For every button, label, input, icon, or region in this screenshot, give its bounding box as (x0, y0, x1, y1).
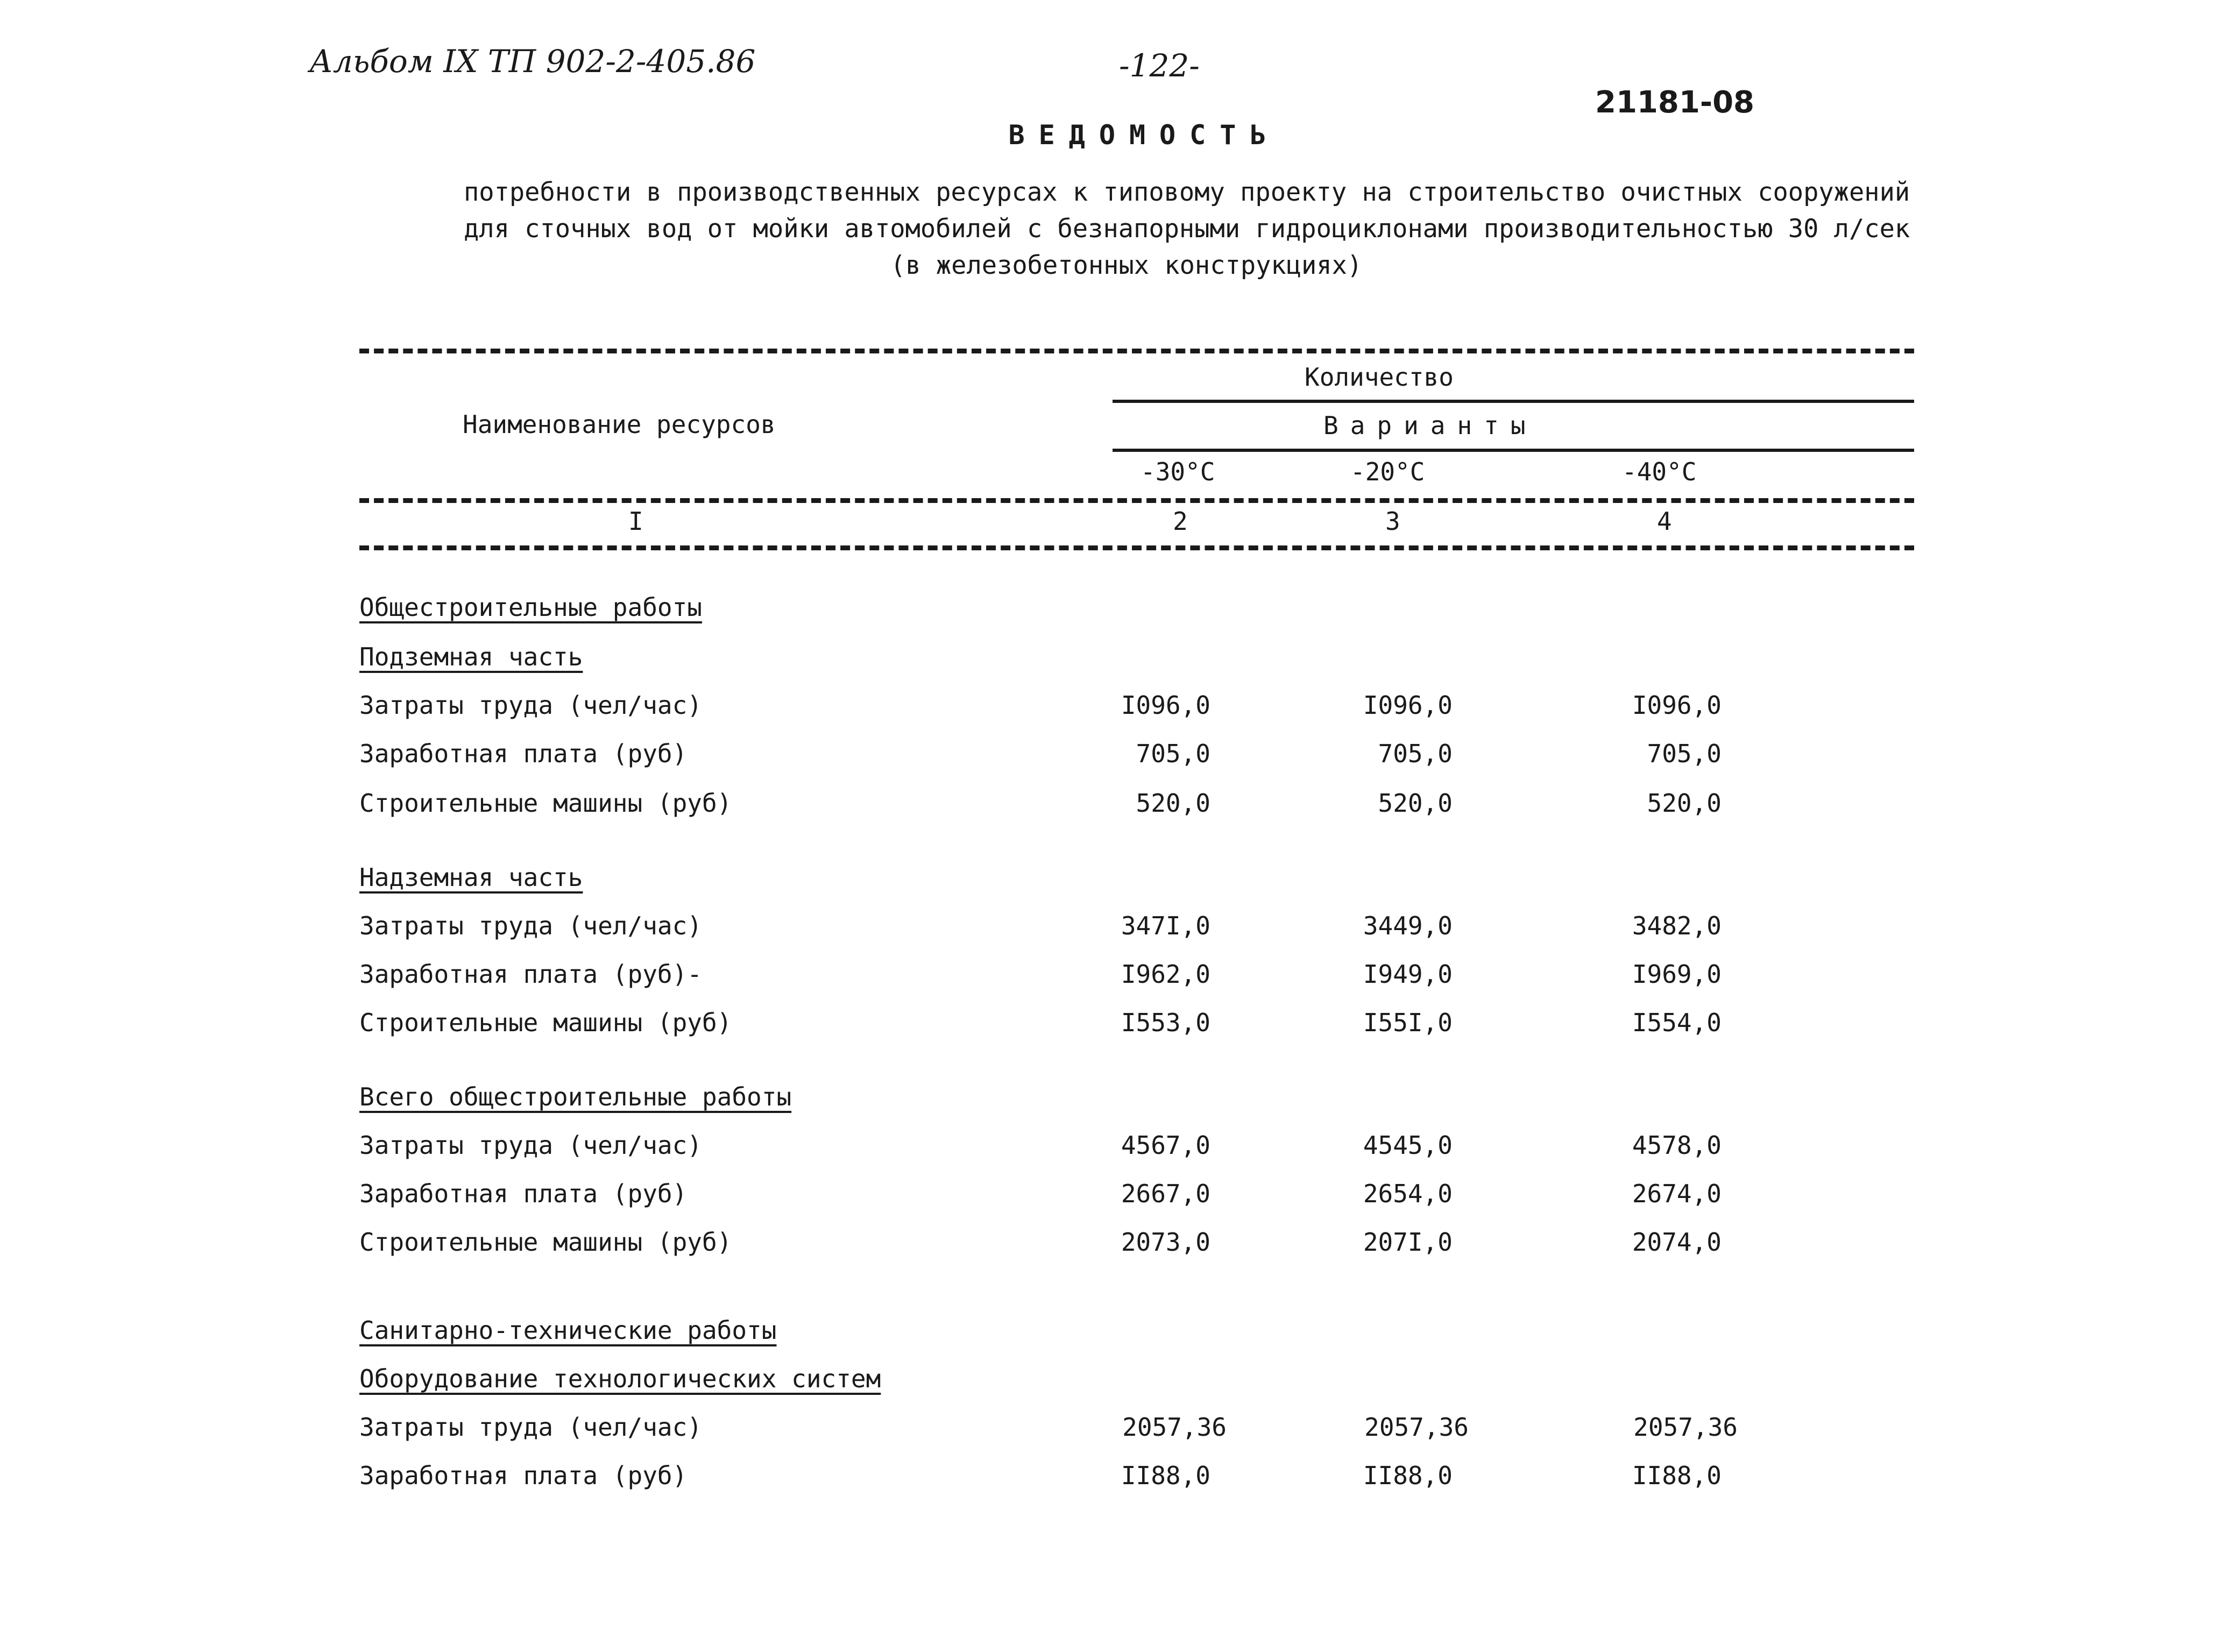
quantity-header: Количество (1305, 363, 1454, 392)
row-value: 207I,0 (1363, 1228, 1453, 1257)
table-top-rule (359, 349, 1914, 353)
column-number-3: 3 (1385, 507, 1400, 536)
album-reference: Альбом IX ТП 902-2-405.86 (309, 43, 756, 80)
row-value: 2674,0 (1632, 1179, 1722, 1208)
variant-label-2: -20°С (1350, 457, 1425, 486)
row-label: Заработная плата (руб) (359, 739, 688, 768)
subtitle-line-3: (в железобетонных конструкциях) (890, 251, 1363, 280)
row-label: Заработная плата (руб) (359, 1461, 688, 1490)
row-value: I55I,0 (1363, 1008, 1453, 1037)
row-label: Заработная плата (руб) (359, 1179, 688, 1208)
subsection-title-equipment: Оборудование технологических систем (359, 1364, 881, 1393)
document-title: ВЕДОМОСТЬ (1008, 119, 1280, 151)
row-label: Затраты труда (чел/час) (359, 911, 702, 940)
row-label: Затраты труда (чел/час) (359, 691, 702, 720)
column-numbers-rule (359, 545, 1914, 550)
variant-label-1: -30°С (1141, 457, 1215, 486)
stamp-number: 21181-08 (1595, 85, 1754, 120)
resource-name-header: Наименование ресурсов (463, 410, 776, 439)
row-label: Заработная плата (руб)- (359, 960, 702, 989)
row-value: 4545,0 (1363, 1131, 1453, 1160)
row-value: I096,0 (1121, 691, 1210, 720)
subsection-title-aboveground: Надземная часть (359, 863, 583, 892)
row-value: 705,0 (1647, 739, 1722, 768)
subtitle-line-1: потребности в производственных ресурсах к типовому проекту на строительство очистных сооружений (464, 178, 1910, 207)
quantity-rule (1113, 400, 1914, 403)
row-value: I962,0 (1121, 960, 1210, 989)
row-label: Затраты труда (чел/час) (359, 1413, 702, 1442)
row-value: 4567,0 (1121, 1131, 1210, 1160)
row-value: 520,0 (1647, 789, 1722, 818)
row-value: I096,0 (1632, 691, 1722, 720)
row-value: I553,0 (1121, 1008, 1210, 1037)
row-value: II88,0 (1363, 1461, 1453, 1490)
row-value: I969,0 (1632, 960, 1722, 989)
row-value: 520,0 (1378, 789, 1453, 818)
row-value: 347I,0 (1121, 911, 1210, 940)
subsection-title-total: Всего общестроительные работы (359, 1082, 792, 1111)
row-label: Строительные машины (руб) (359, 1008, 732, 1037)
row-value: 705,0 (1378, 739, 1453, 768)
row-label: Строительные машины (руб) (359, 789, 732, 818)
row-value: 2667,0 (1121, 1179, 1210, 1208)
page-number: -122- (1119, 47, 1200, 84)
row-value: 705,0 (1136, 739, 1210, 768)
header-bottom-rule (359, 498, 1914, 503)
row-value: I554,0 (1632, 1008, 1722, 1037)
row-label: Строительные машины (руб) (359, 1228, 732, 1257)
row-value: 3482,0 (1632, 911, 1722, 940)
row-value: I949,0 (1363, 960, 1453, 989)
subsection-title-underground: Подземная часть (359, 642, 583, 671)
section-title-general: Общестроительные работы (359, 593, 702, 622)
row-value: 2074,0 (1632, 1228, 1722, 1257)
row-value: 2654,0 (1363, 1179, 1453, 1208)
row-value: 520,0 (1136, 789, 1210, 818)
row-value: II88,0 (1632, 1461, 1722, 1490)
row-value: 2057,36 (1633, 1413, 1738, 1442)
row-value: 4578,0 (1632, 1131, 1722, 1160)
column-number-4: 4 (1657, 507, 1672, 536)
row-value: II88,0 (1121, 1461, 1210, 1490)
section-title-sanitary: Санитарно-технические работы (359, 1316, 777, 1345)
subtitle-line-2: для сточных вод от мойки автомобилей с безнапорными гидроциклонами производительностью 30 л/сек (464, 214, 1910, 244)
row-value: I096,0 (1363, 691, 1453, 720)
row-value: 2057,36 (1122, 1413, 1227, 1442)
row-label: Затраты труда (чел/час) (359, 1131, 702, 1160)
column-number-2: 2 (1173, 507, 1188, 536)
column-number-1: I (628, 507, 643, 536)
variant-label-3: -40°С (1622, 457, 1697, 486)
variants-header: Варианты (1323, 411, 1538, 440)
variants-rule (1113, 449, 1914, 452)
row-value: 2073,0 (1121, 1228, 1210, 1257)
row-value: 2057,36 (1364, 1413, 1469, 1442)
row-value: 3449,0 (1363, 911, 1453, 940)
